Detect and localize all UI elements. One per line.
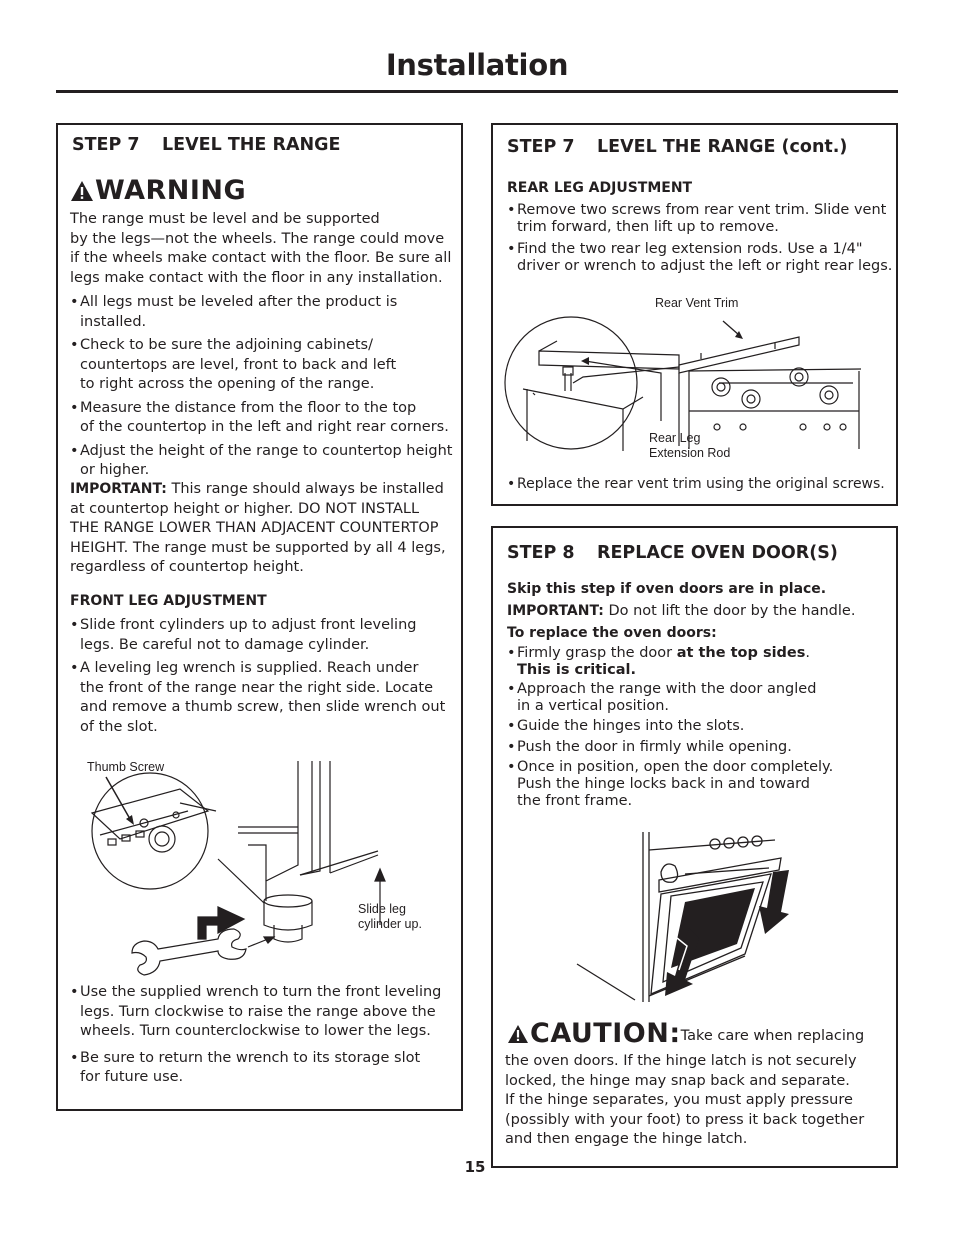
bullet-line: • Push the door in firmly while opening. <box>517 739 792 755</box>
bullet-line: driver or wrench to adjust the left or right rear legs. <box>517 258 893 274</box>
bullet-line: trim forward, then lift up to remove. <box>517 219 779 235</box>
step-title: LEVEL THE RANGE <box>162 135 341 155</box>
list-item <box>507 241 892 275</box>
door-instructions <box>507 581 892 810</box>
bullet-line: • Measure the distance from the floor to the top <box>80 399 417 416</box>
list-item <box>70 336 455 395</box>
warning-line: by the legs—not the wheels. The range could move <box>70 230 445 247</box>
step-number: STEP 8 <box>507 543 575 563</box>
caution-triangle-icon <box>507 1024 529 1044</box>
bullet-line: • Find the two rear leg extension rods. Use a 1/4" <box>517 241 863 257</box>
bullet-line: wheels. Turn counterclockwise to lower the legs. <box>80 1023 431 1039</box>
important-first-line <box>70 480 455 500</box>
bullet-line: in a vertical position. <box>517 698 670 714</box>
wrench-bullets <box>70 983 455 1088</box>
bullet-line: and remove a thumb screw, then slide wrench out <box>80 699 446 715</box>
list-item <box>507 645 892 679</box>
step-heading <box>507 543 838 563</box>
list-item <box>507 202 892 236</box>
list-item <box>70 1049 455 1088</box>
bullet-line: the front of the range near the right side. Locate <box>80 679 434 696</box>
grasp-text: Firmly grasp the door <box>517 645 677 661</box>
rear-leg-heading: REAR LEG ADJUSTMENT <box>507 180 693 196</box>
bullet-line: or higher. <box>80 462 150 478</box>
caution-line: locked, the hinge may snap back and separate. <box>505 1072 850 1089</box>
step-title: REPLACE OVEN DOOR(S) <box>597 543 838 563</box>
important-text: This range should always be installed <box>166 481 444 497</box>
important-line: regardless of countertop height. <box>70 559 304 575</box>
warning-line: The range must be level and be supported <box>70 211 380 227</box>
bullet-line: • Slide front cylinders up to adjust front leveling <box>80 617 417 633</box>
step-number: STEP 7 <box>72 135 140 155</box>
warning-header <box>70 175 246 206</box>
front-leg-bullets <box>70 616 455 737</box>
list-item <box>507 759 892 810</box>
warning-triangle-icon <box>70 180 94 202</box>
slide-leg-label <box>358 902 422 932</box>
list-item <box>70 983 455 1042</box>
caution-line: (possibly with your foot) to press it back together <box>505 1111 865 1128</box>
skip-line: Skip this step if oven doors are in place. <box>507 581 827 597</box>
step8-door-box <box>491 526 898 1168</box>
bullet-line: • Remove two screws from rear vent trim. Slide vent <box>517 202 887 218</box>
caution-first-line: Take care when replacing <box>680 1027 865 1044</box>
bullet-line: of the countertop in the left and right rear corners. <box>80 419 449 435</box>
warning-text <box>70 210 455 288</box>
caution-heading: CAUTION: <box>530 1018 681 1049</box>
bullet-line: countertops are level, front to back and left <box>80 356 397 373</box>
title-rule <box>56 90 898 93</box>
important-note <box>70 480 455 578</box>
warning-heading: WARNING <box>95 175 247 206</box>
bullet-line: • All legs must be leveled after the product is <box>80 294 398 310</box>
list-item <box>507 718 892 735</box>
warning-line: legs make contact with the floor in any installation. <box>70 269 443 286</box>
important-line: at countertop height or higher. DO NOT INSTALL <box>70 500 420 517</box>
bullet-line: • Check to be sure the adjoining cabinets/ <box>80 337 374 353</box>
bullet-line: of the slot. <box>80 718 158 735</box>
bullet-line: • Guide the hinges into the slots. <box>517 718 745 734</box>
list-item <box>70 659 455 737</box>
step7-cont-box <box>491 123 898 506</box>
important-line: HEIGHT. The range must be supported by all 4 legs, <box>70 539 446 556</box>
step-heading <box>507 137 847 157</box>
bullet-line: • Be sure to return the wrench to its storage slot <box>80 1049 421 1066</box>
rear-leg-bullets <box>507 202 892 275</box>
label-line: Rear Leg <box>649 431 701 445</box>
warning-line: if the wheels make contact with the floor. Be sure all <box>70 250 452 266</box>
rear-leg-label <box>649 431 730 461</box>
bullet-line: Push the hinge locks back in and toward <box>517 776 811 792</box>
page-number: 15 <box>464 1158 486 1176</box>
critical-text: This is critical. <box>517 662 636 678</box>
bullet-line: • Use the supplied wrench to turn the front leveling <box>80 984 442 1000</box>
page-title: Installation <box>385 48 569 82</box>
level-bullets <box>70 293 455 481</box>
front-leg-illustration <box>68 753 453 978</box>
bullet-line: • Replace the rear vent trim using the original screws. <box>517 476 885 492</box>
bullet-line: legs. Turn clockwise to raise the range above the <box>80 1003 436 1020</box>
important-text: Do not lift the door by the handle. <box>603 603 856 619</box>
list-item <box>507 476 910 493</box>
list-item <box>70 616 455 655</box>
bullet-line: legs. Be careful not to damage cylinder. <box>80 636 370 653</box>
rear-vent-trim-label: Rear Vent Trim <box>655 296 739 310</box>
bullet-line: to right across the opening of the range. <box>80 376 375 392</box>
step-title: LEVEL THE RANGE (cont.) <box>597 137 848 157</box>
oven-door-illustration <box>575 830 795 1002</box>
step-number: STEP 7 <box>507 137 575 157</box>
list-item <box>507 681 892 715</box>
front-leg-heading: FRONT LEG ADJUSTMENT <box>70 593 267 609</box>
bullet-line: for future use. <box>80 1069 184 1085</box>
bullet-line: • Once in position, open the door completely. <box>517 759 834 775</box>
grasp-end: . <box>805 645 810 661</box>
bullet-line: installed. <box>80 313 147 330</box>
important-label: IMPORTANT: <box>507 603 604 619</box>
label-line: Extension Rod <box>649 446 731 460</box>
to-replace-heading: To replace the oven doors: <box>507 625 717 641</box>
list-item <box>70 442 455 481</box>
caution-line: the oven doors. If the hinge latch is not securely <box>505 1053 857 1069</box>
label-line: cylinder up. <box>358 917 422 931</box>
list-item <box>70 399 455 438</box>
bullet-line: • A leveling leg wrench is supplied. Reach under <box>80 660 419 676</box>
caution-line: If the hinge separates, you must apply pressure <box>505 1092 853 1108</box>
bullet-line: • Adjust the height of the range to countertop height <box>80 442 453 459</box>
label-line: Slide leg <box>358 902 406 916</box>
step-heading <box>72 135 340 155</box>
list-item <box>507 739 892 756</box>
important-line <box>507 603 892 620</box>
thumb-screw-label: Thumb Screw <box>87 760 165 774</box>
important-label: IMPORTANT: <box>70 481 167 497</box>
bullet-line: • Approach the range with the door angled <box>517 681 817 697</box>
list-item <box>70 293 455 332</box>
caution-line: and then engage the hinge latch. <box>505 1131 748 1147</box>
caution-header <box>507 1018 864 1049</box>
bullet-line: the front frame. <box>517 793 633 809</box>
grasp-bold: at the top sides <box>676 645 806 661</box>
step7-level-box <box>56 123 463 1111</box>
important-line: THE RANGE LOWER THAN ADJACENT COUNTERTOP <box>70 520 439 536</box>
caution-text <box>505 1052 895 1150</box>
